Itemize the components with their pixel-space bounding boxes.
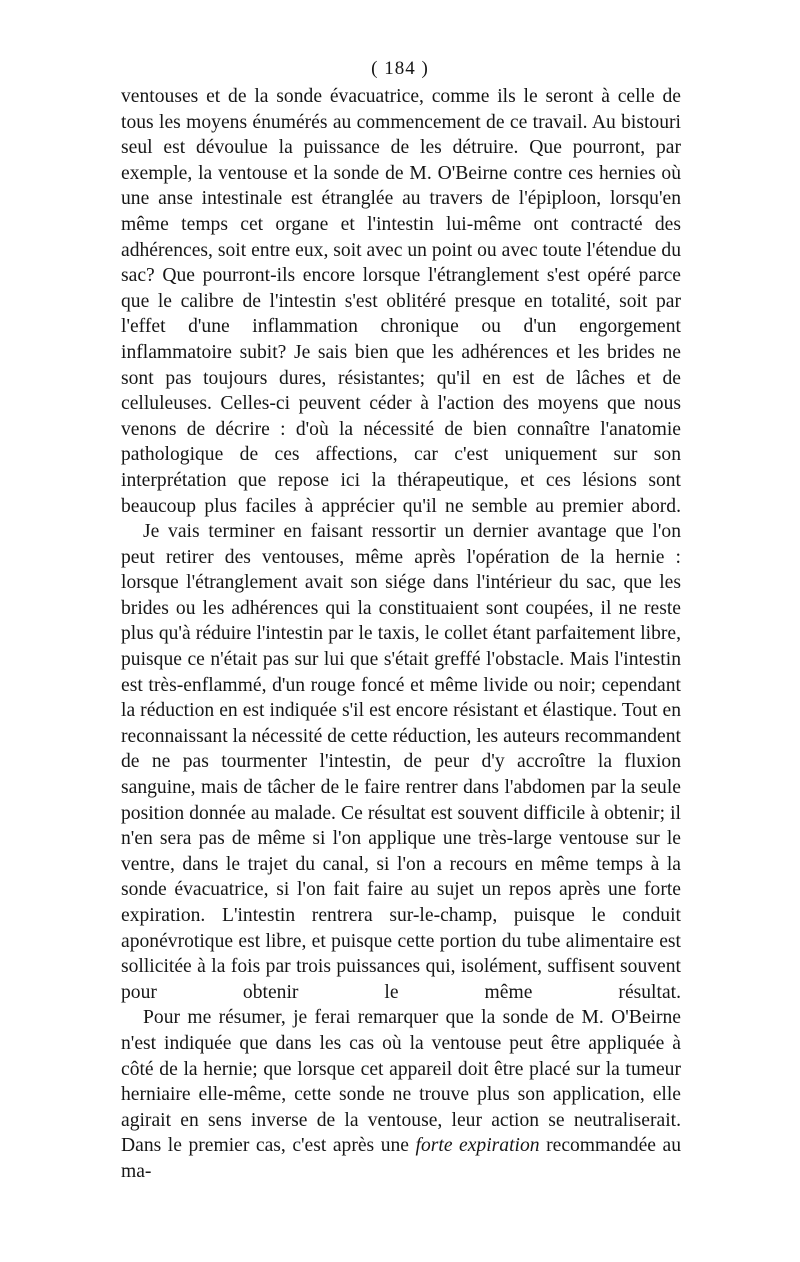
paragraph-3-tail: recommandée au ma-: [121, 1135, 681, 1182]
emphasis-forte-expiration: forte expiration: [415, 1135, 540, 1157]
paragraph-2: Je vais terminer en faisant ressortir un dernier avantage que l'on peut retirer des ventouses, même après l'opération de la hernie : lorsque l'étranglement avait son siége dans l'intérieur du sac, que les brides ou les adhérences qui la constituaient sont coupées, il ne reste plus qu'à réduire l'intestin par le taxis, le collet étant parfaitement libre, puisque ce n'était pas sur lui que s'était greffé l'obstacle. Mais l'intestin est très-enflammé, d'un rouge foncé et même livide ou noir; cependant la réduction en est indiquée s'il est encore résistant et élastique. Tout en reconnaissant la nécessité de cette réduction, les auteurs recommandent de ne pas tourmenter l'intestin, de peur d'y accroître la fluxion sanguine, mais de tâcher de le faire rentrer dans l'abdomen par la seule position donnée au malade. Ce résultat est souvent difficile à obtenir; il n'en sera pas de même si l'on applique une très-large ventouse sur le ventre, dans le trajet du canal, si l'on a recours en même temps à la sonde évacuatrice, si l'on fait faire au sujet un repos après une forte expiration. L'intestin rentrera sur-le-champ, puisque le conduit aponévrotique est libre, et puisque cette portion du tube alimentaire est sollicitée à la fois par trois puissances qui, isolément, suffisent souvent pour obtenir le même résultat.: [121, 521, 681, 1003]
body-text: [121, 84, 681, 1185]
page-number: ( 184 ): [371, 58, 429, 79]
paragraph-1: ventouses et de la sonde évacuatrice, comme ils le seront à celle de tous les moyens énumérés au commencement de ce travail. Au bistouri seul est dévoulue la puissance de les détruire. Que pourront, par exemple, la ventouse et la sonde de M. O'Beirne contre ces hernies où une anse intestinale est étranglée au travers de l'épiploon, lorsqu'en même temps cet organe et l'intestin lui-même ont contracté des adhérences, soit entre eux, soit avec un point ou avec toute l'étendue du sac? Que pourront-ils encore lorsque l'étranglement s'est opéré parce que le calibre de l'intestin s'est oblitéré presque en totalité, soit par l'effet d'une inflammation chronique ou d'un engorgement inflammatoire subit? Je sais bien que les adhérences et les brides ne sont pas toujours dures, résistantes; qu'il en est de lâches et de celluleuses. Celles-ci peuvent céder à l'action des moyens que nous venons de décrire : d'où la nécessité de bien connaître l'anatomie pathologique de ces affections, car c'est uniquement sur son interprétation que repose ici la thérapeutique, et ces lésions sont beaucoup plus faciles à apprécier qu'il ne semble au premier abord.: [121, 86, 681, 517]
paragraph-3-text: Pour me résumer, je ferai remarquer que la sonde de M. O'Beirne n'est indiquée que dans les cas où la ventouse peut être appliquée à côté de la hernie; que lorsque cet appareil doit être placé sur la tumeur herniaire elle-même, cette sonde ne trouve plus son application, elle agirait en sens inverse de la ventouse, leur action se neutraliserait. Dans le premier cas, c'est après une: [121, 1007, 681, 1157]
paragraph-3: [121, 1005, 681, 1184]
